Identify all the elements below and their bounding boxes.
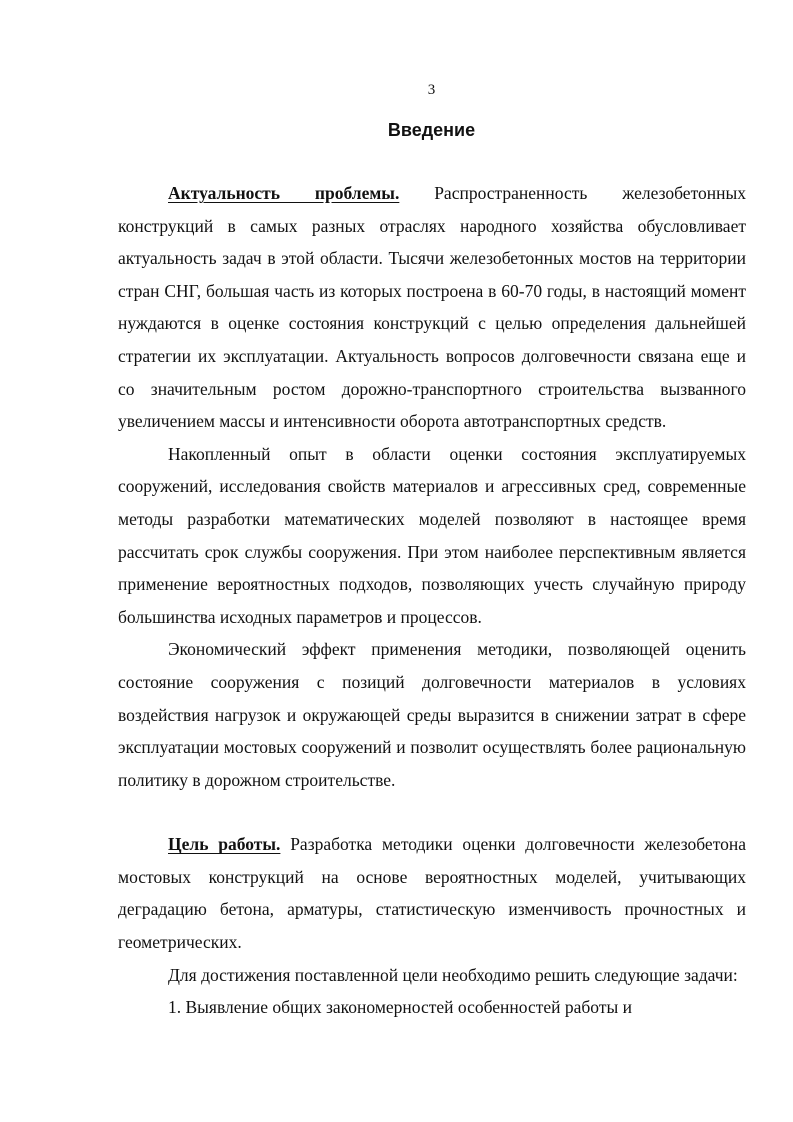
- relevance-text: Распространенность железобетонных конструкций в самых разных отраслях народного хозяйства обусловливает актуальность задач в этой области. Тысячи железобетонных мостов на территории стран СНГ, большая часть из которых построена в 60-70 годы, в настоящий момент нуждаются в оценке состояния конструкций с целью определения дальнейшей стратегии их эксплуатации. Актуальность вопросов долговечности связана еще и со значительным ростом дорожно-транспортного строительства вызванного увеличением массы и интенсивности оборота автотранспортных средств.: [118, 183, 746, 432]
- economic-effect-paragraph: Экономический эффект применения методики, позволяющей оценить состояние сооружения с позиций долговечности материалов в условиях воздействия нагрузок и окружающей среды выразится в снижении затрат в сфере эксплуатации мостовых сооружений и позволит осуществлять более рациональную политику в дорожном строительстве.: [118, 639, 746, 790]
- goal-text: Разработка методики оценки долговечности железобетона мостовых конструкций на основе вероятностных моделей, учитывающих деградацию бетона, арматуры, статистическую изменчивость прочностных и геометрических.: [118, 834, 747, 953]
- page-title: Введение: [387, 120, 476, 140]
- experience-paragraph: Накопленный опыт в области оценки состояния эксплуатируемых сооружений, исследования свойств материалов и агрессивных сред, современные методы разработки математических моделей позволяют в настоящее время рассчитать срок службы сооружения. При этом наиболее перспективным является применение вероятностных подходов, позволяющих учесть случайную природу большинства исходных параметров и процессов.: [118, 443, 746, 627]
- goal-paragraph: [118, 828, 746, 958]
- task-item-1: 1. Выявление общих закономерностей особенностей работы и: [168, 997, 632, 1018]
- relevance-heading: Актуальность проблемы.: [168, 183, 400, 203]
- document-body: [118, 177, 746, 1024]
- tasks-intro: Для достижения поставленной цели необходимо решить следующие задачи:: [168, 964, 738, 985]
- page-number: 3: [427, 82, 436, 98]
- goal-heading: Цель работы.: [168, 834, 281, 855]
- relevance-paragraph: [118, 177, 746, 438]
